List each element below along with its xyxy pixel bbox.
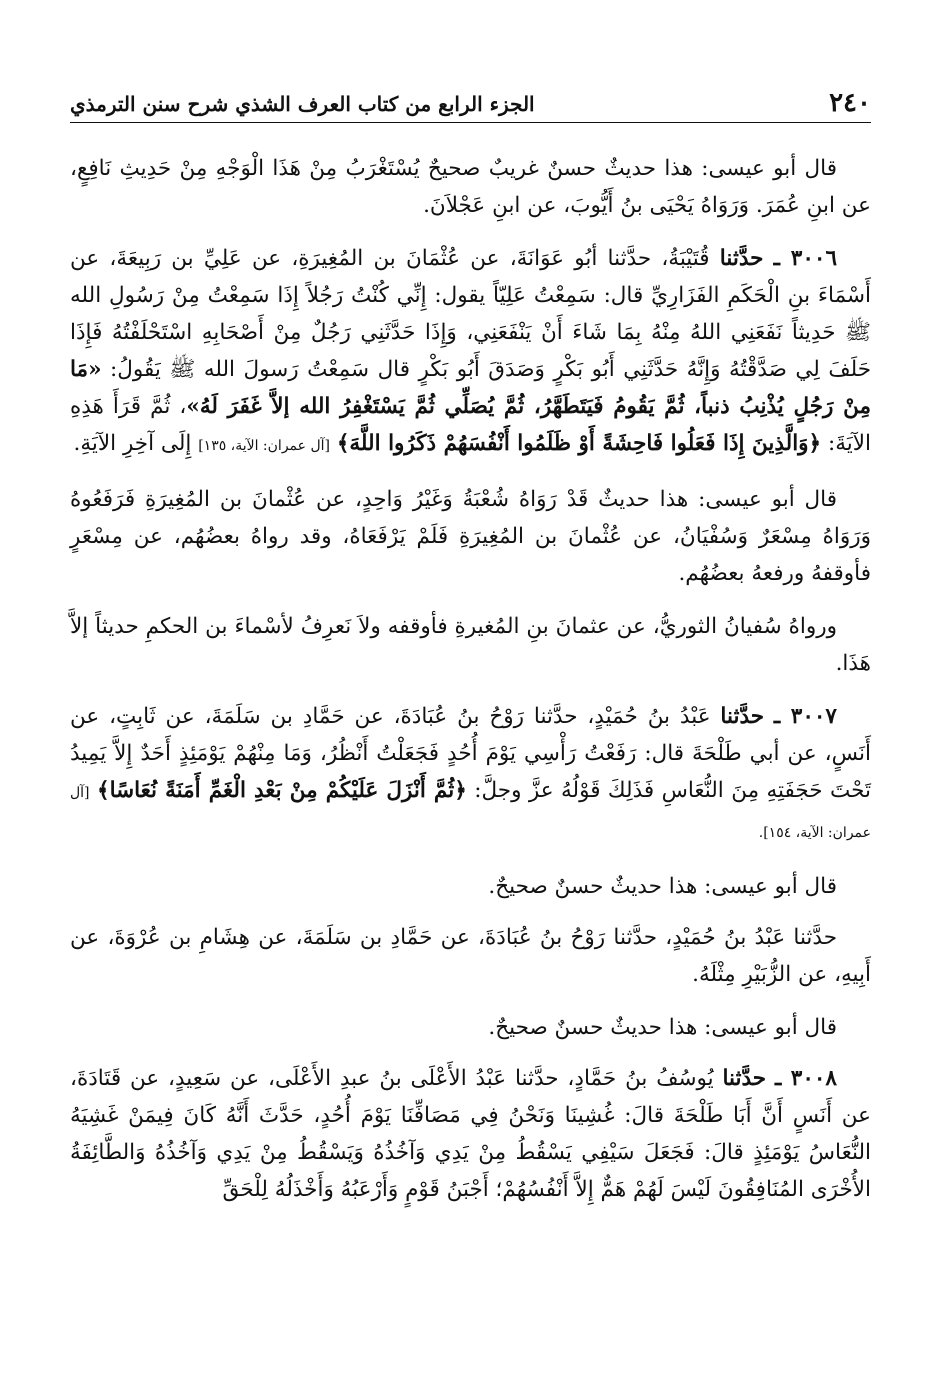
hadith-text-continued: ، ثُمَّ قَرَأَ هَذِهِ الآيَةَ: (70, 394, 871, 456)
paragraph-abu-isa-1: قال أبو عيسى: هذا حديثٌ حسنٌ غريبٌ صحيحٌ يُسْتَغْرَبُ مِنْ هَذَا الْوَجْهِ مِنْ حَدِيثِ نَافِعٍ، عن ابنِ عُمَرَ. وَرَوَاهُ يَحْيَى بنُ أَيُّوبَ، عن ابنِ عَجْلاَنَ. (70, 156, 871, 218)
page-number: ٢٤٠ (829, 88, 871, 118)
hadith-3007 (70, 698, 871, 852)
hadith-text: عَبْدُ بنُ حُمَيْدٍ، حدَّثنا رَوْحُ بنُ عُبَادَةَ، عن حَمَّادِ بن سَلَمَةَ، عن ثَابِتٍ، عن أَنَسٍ، عن أبي طَلْحَةَ قال: رَفَعْتُ رَأْسِي يَوْمَ أُحُدٍ فَجَعَلْتُ أَنْظُرُ، وَمَا مِنْهُمْ يَوْمَئِذٍ أَحَدٌ إِلاَّ يَمِيدُ تَحْتَ حَجَفَتِهِ مِنَ النُّعَاسِ فَذَلِكَ قَوْلُهُ عزَّ وجلَّ: (70, 704, 871, 803)
hadith-lead-word: حدَّثنا (719, 246, 764, 271)
page-body (70, 150, 871, 1224)
quran-verse: ﴿ثُمَّ أَنْزَلَ عَلَيْكُمْ مِنْ بَعْدِ الْغَمِّ أَمَنَةً نُعَاسًا﴾ (96, 778, 467, 803)
hadith-text-end: إِلَى آخِرِ الآيَةِ. (73, 431, 192, 456)
hadith-number: ٣٠٠٦ ـ (773, 246, 837, 271)
hadith-lead-word: حدَّثنا (720, 704, 765, 729)
hadith-text: قُتَيْبَةُ، حدَّثنا أبُو عَوَانَةَ، عن عُثْمَانَ بن المُغِيرَةِ، عن عَلِيِّ بن رَبِيعَةَ، عن أَسْمَاءَ بنِ الْحَكَمِ الفَزَارِيِّ قال: سَمِعْتُ عَلِيّاً يقول: إِنِّي كُنْتُ رَجُلاً إِذَا سَمِعْتُ مِنْ رَسُولِ الله ﷺ حَدِيثاً نَفَعَنِي اللهُ مِنْهُ بِمَا شَاءَ أَنْ يَنْفَعَنِي، وَإِذَا حَدَّثَنِي رَجُلٌ مِنْ أَصْحَابِهِ اسْتَحْلَفْتُهُ فَإِذَا حَلَفَ لِي صَدَّقْتُهُ وَإِنَّهُ حَدَّثَنِي أَبُو بَكْرٍ وَصَدَقَ أَبُو بَكْرٍ قال سَمِعْتُ رَسولَ الله ﷺ يَقُولُ: (70, 246, 872, 382)
quran-verse: ﴿وَالَّذِينَ إِذَا فَعَلُوا فَاحِشَةً أَوْ ظَلَمُوا أَنْفُسَهُمْ ذَكَرُوا اللَّهَ﴾ (336, 431, 822, 456)
paragraph-second-chain: حدَّثنا عَبْدُ بنُ حُمَيْدٍ، حدَّثنا رَوْحُ بنُ عُبَادَةَ، عن حَمَّادِ بن سَلَمَةَ، عن هِشَامِ بن عُرْوَةَ، عن أَبِيهِ، عن الزُّبَيْرِ مِثْلَهُ. (70, 925, 871, 987)
hadith-number: ٣٠٠٧ ـ (773, 704, 837, 729)
paragraph-abu-isa-4: قال أبو عيسى: هذا حديثٌ حسنٌ صحيحٌ. (488, 1015, 837, 1040)
paragraph-abu-isa-2: قال أبو عيسى: هذا حديثٌ قَدْ رَوَاهُ شُعْبَةُ وَغَيْرُ وَاحِدٍ، عن عُثْمانَ بن المُغِيرَةِ فَرَفَعُوهُ وَرَوَاهُ مِسْعَرٌ وَسُفْيَانُ، عن عُثْمانَ بن المُغِيرَةِ فَلَمْ يَرْفَعَاهُ، وقد رواهُ بعضُهُم، عن مِسْعَرٍ فأوقفهُ ورفعهُ بعضُهُم. (70, 487, 871, 586)
hadith-3008 (70, 1060, 871, 1208)
prophetic-quote: «مَا مِنْ رَجُلٍ يُذْنِبُ ذنباً، ثُمَّ يَقُومُ فَيَتَطَهَّرُ، ثُمَّ يُصَلِّي ثُمَّ يَسْتَغْفِرُ الله إلاَّ غَفَرَ لَهُ» (70, 357, 871, 419)
paragraph-abu-isa-3: قال أبو عيسى: هذا حديثٌ حسنٌ صحيحٌ. (488, 874, 837, 899)
hadith-3006 (70, 240, 871, 465)
page-header (70, 78, 871, 123)
hadith-lead-word: حدَّثنا (722, 1066, 767, 1091)
verse-reference: [آل عمران: الآية، ١٣٥] (198, 438, 330, 454)
paragraph-narration-note: ورواهُ سُفيانُ الثوريُّ، عن عثمانَ بنِ المُغيرةِ فأوقفه ولاَ نَعرِفُ لأسْماءَ بن الحكمِ حديثاً إلاَّ هَذَا. (70, 614, 871, 676)
running-title: الجزء الرابع من كتاب العرف الشذي شرح سنن الترمذي (70, 92, 535, 116)
hadith-text: يُوسُفُ بنُ حَمَّادٍ، حدَّثنا عَبْدُ الأَعْلَى بنُ عبدِ الأَعْلَى، عن سَعِيدٍ، عن قَتَادَةَ، عن أَنَسٍ أَنَّ أَبَا طَلْحَةَ قالَ: غُشِينَا وَنَحْنُ فِي مَصَافِّنَا يَوْمَ أُحُدٍ، حَدَّثَ أَنَّهُ كَانَ فِيمَنْ غَشِيَهُ النُّعَاسُ يَوْمَئِذٍ قالَ: فَجَعَلَ سَيْفِي يَسْقُطُ مِنْ يَدِي وَآخُذُهُ وَيَسْقُطُ مِنْ يَدِي وَآخُذُهُ وَالطَّائِفَةُ الأُخْرَى المُنَافِقُونَ لَيْسَ لَهُمْ هَمٌّ إِلاَّ أَنْفُسُهُمْ؛ أَجْبَنُ قَوْمٍ وَأَرْعَبُهُ وَأَخْذَلُهُ لِلْحَقِّ (70, 1066, 871, 1202)
hadith-number: ٣٠٠٨ ـ (774, 1066, 837, 1091)
verse-reference: [آل عمران: الآية، ١٥٤]. (70, 785, 871, 841)
